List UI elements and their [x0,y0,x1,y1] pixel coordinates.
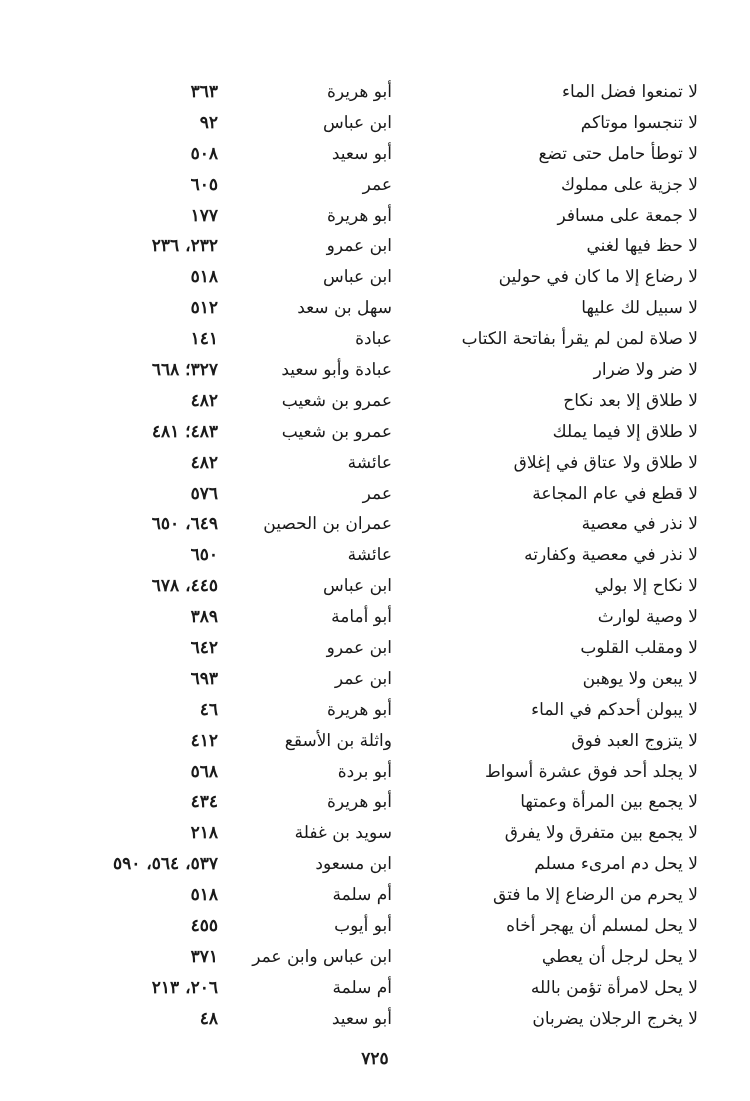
narrator-name: أبو أيوب [334,916,392,937]
hadith-text: لا يحل لامرأة تؤمن بالله [530,977,698,998]
hadith-text: لا توطأ حامل حتى تضع [538,143,698,164]
index-row [0,665,750,696]
page-references: ٥٠٨ [190,143,218,164]
hadith-text: لا قطع في عام المجاعة [532,483,698,504]
narrator-name: أبو هريرة [326,205,392,226]
hadith-text: لا يحل دم امرىء مسلم [534,854,698,875]
page-references: ٩٢ [199,112,218,133]
narrator-name: أبو سعيد [331,1008,392,1029]
hadith-text: لا تمنعوا فضل الماء [562,82,698,102]
narrator-name: عائشة [347,452,392,473]
page-references: ٤٨٣؛ ٤٨١ [151,421,218,442]
page-references: ٥٦٨ [190,761,218,782]
index-row [0,202,750,233]
narrator-name: ابن مسعود [315,854,392,875]
page-references: ٣٦٣ [190,82,218,102]
hadith-text: لا رضاع إلا ما كان في حولين [498,267,698,288]
narrator-name: أبو أمامة [331,607,392,628]
narrator-name: واثلة بن الأسقع [284,730,392,751]
index-row [0,418,750,449]
narrator-name: ابن عمرو [326,236,392,257]
hadith-text: لا تنجسوا موتاكم [580,112,698,133]
hadith-text: لا يبعن ولا يوهبن [582,668,698,689]
index-row [0,758,750,789]
hadith-text: لا يحل لرجل أن يعطي [541,946,698,967]
narrator-name: أبو هريرة [326,82,392,102]
narrator-name: ابن عباس وابن عمر [252,946,392,967]
hadith-text: لا يبولن أحدكم في الماء [531,699,698,720]
narrator-name: عمران بن الحصين [263,514,392,535]
page-references: ٤٨٢ [190,452,218,473]
page-references: ٥٣٧، ٥٦٤، ٥٩٠ [112,854,218,875]
hadith-text: لا طلاق إلا بعد نكاح [563,390,698,411]
narrator-name: أم سلمة [332,885,392,906]
page-references: ٢٠٦، ٢١٣ [151,977,218,998]
index-row [0,140,750,171]
index-row [0,912,750,943]
page-references: ٤١٢ [190,730,218,751]
page-references: ٦٥٠ [190,545,218,566]
narrator-name: عمر [362,483,392,504]
narrator-name: أبو هريرة [326,792,392,813]
index-row [0,819,750,850]
index-row [0,171,750,202]
page-references: ٥١٨ [190,267,218,288]
index-row [0,696,750,727]
narrator-name: عمرو بن شعيب [281,421,392,442]
index-row [0,480,750,511]
hadith-text: لا حظ فيها لغني [586,236,698,257]
page-references: ٦٠٥ [190,174,218,195]
index-row [0,881,750,912]
page-references: ١٤١ [190,329,218,350]
page-references: ٥١٢ [190,298,218,319]
index-row [0,572,750,603]
page-references: ٦٩٣ [190,668,218,689]
page-references: ٣٧١ [190,946,218,967]
narrator-name: أبو سعيد [331,143,392,164]
index-row [0,943,750,974]
hadith-text: لا سبيل لك عليها [581,298,698,319]
page-references: ٤٨٢ [190,390,218,411]
page-references: ٢٣٢، ٢٣٦ [151,236,218,257]
index-row [0,109,750,140]
hadith-text: لا جمعة على مسافر [557,205,698,226]
hadith-text: لا ومقلب القلوب [580,638,698,659]
hadith-text: لا وصية لوارث [597,607,698,628]
index-row [0,788,750,819]
index-row [0,1005,750,1036]
page-references: ٤٦ [199,699,218,720]
hadith-index-list [0,78,750,1036]
index-row [0,325,750,356]
narrator-name: عبادة [355,329,392,350]
hadith-text: لا يجمع بين متفرق ولا يفرق [504,823,698,844]
hadith-text: لا نكاح إلا بولي [594,576,698,597]
narrator-name: سويد بن غفلة [294,823,392,844]
narrator-name: ابن عباس [322,267,392,288]
narrator-name: عبادة وأبو سعيد [281,360,392,381]
index-row [0,727,750,758]
index-row [0,510,750,541]
page-references: ٣٨٩ [190,607,218,628]
page-references: ١٧٧ [190,205,218,226]
hadith-text: لا نذر في معصية وكفارته [524,545,698,566]
page-references: ٣٢٧؛ ٦٦٨ [151,360,218,381]
index-row [0,78,750,109]
narrator-name: ابن عمر [334,668,392,689]
hadith-text: لا يحل لمسلم أن يهجر أخاه [506,916,698,937]
page-number: ٧٢٥ [361,1049,389,1069]
page-references: ٥٧٦ [190,483,218,504]
index-row [0,356,750,387]
hadith-text: لا صلاة لمن لم يقرأ بفاتحة الكتاب [461,329,698,350]
narrator-name: عمرو بن شعيب [281,390,392,411]
index-row [0,634,750,665]
page-references: ٢١٨ [190,823,218,844]
narrator-name: عائشة [347,545,392,566]
narrator-name: أبو بردة [337,761,392,782]
hadith-text: لا طلاق إلا فيما يملك [552,421,698,442]
index-row [0,449,750,480]
hadith-text: لا يخرج الرجلان يضربان [532,1008,698,1029]
page-references: ٤٤٥، ٦٧٨ [151,576,218,597]
index-row [0,294,750,325]
page-references: ٦٤٢ [190,638,218,659]
index-row [0,603,750,634]
index-row [0,387,750,418]
page-references: ٤٣٤ [190,792,218,813]
index-row [0,974,750,1005]
narrator-name: ابن عباس [322,112,392,133]
index-row [0,541,750,572]
index-row [0,232,750,263]
page-references: ٤٥٥ [190,916,218,937]
hadith-text: لا ضر ولا ضرار [593,360,698,381]
narrator-name: ابن عباس [322,576,392,597]
hadith-text: لا جزية على مملوك [561,174,698,195]
page-references: ٤٨ [199,1008,218,1029]
index-row [0,850,750,881]
narrator-name: سهل بن سعد [297,298,392,319]
narrator-name: عمر [362,174,392,195]
narrator-name: ابن عمرو [326,638,392,659]
index-row [0,263,750,294]
narrator-name: أبو هريرة [326,699,392,720]
page-references: ٦٤٩، ٦٥٠ [151,514,218,535]
hadith-text: لا طلاق ولا عتاق في إغلاق [513,452,698,473]
hadith-text: لا يتزوج العبد فوق [571,730,698,751]
narrator-name: أم سلمة [332,977,392,998]
hadith-text: لا يحرم من الرضاع إلا ما فتق [493,885,698,906]
hadith-text: لا نذر في معصية [581,514,698,535]
hadith-text: لا يجمع بين المرأة وعمتها [520,792,698,813]
hadith-text: لا يجلد أحد فوق عشرة أسواط [484,761,698,782]
page-references: ٥١٨ [190,885,218,906]
